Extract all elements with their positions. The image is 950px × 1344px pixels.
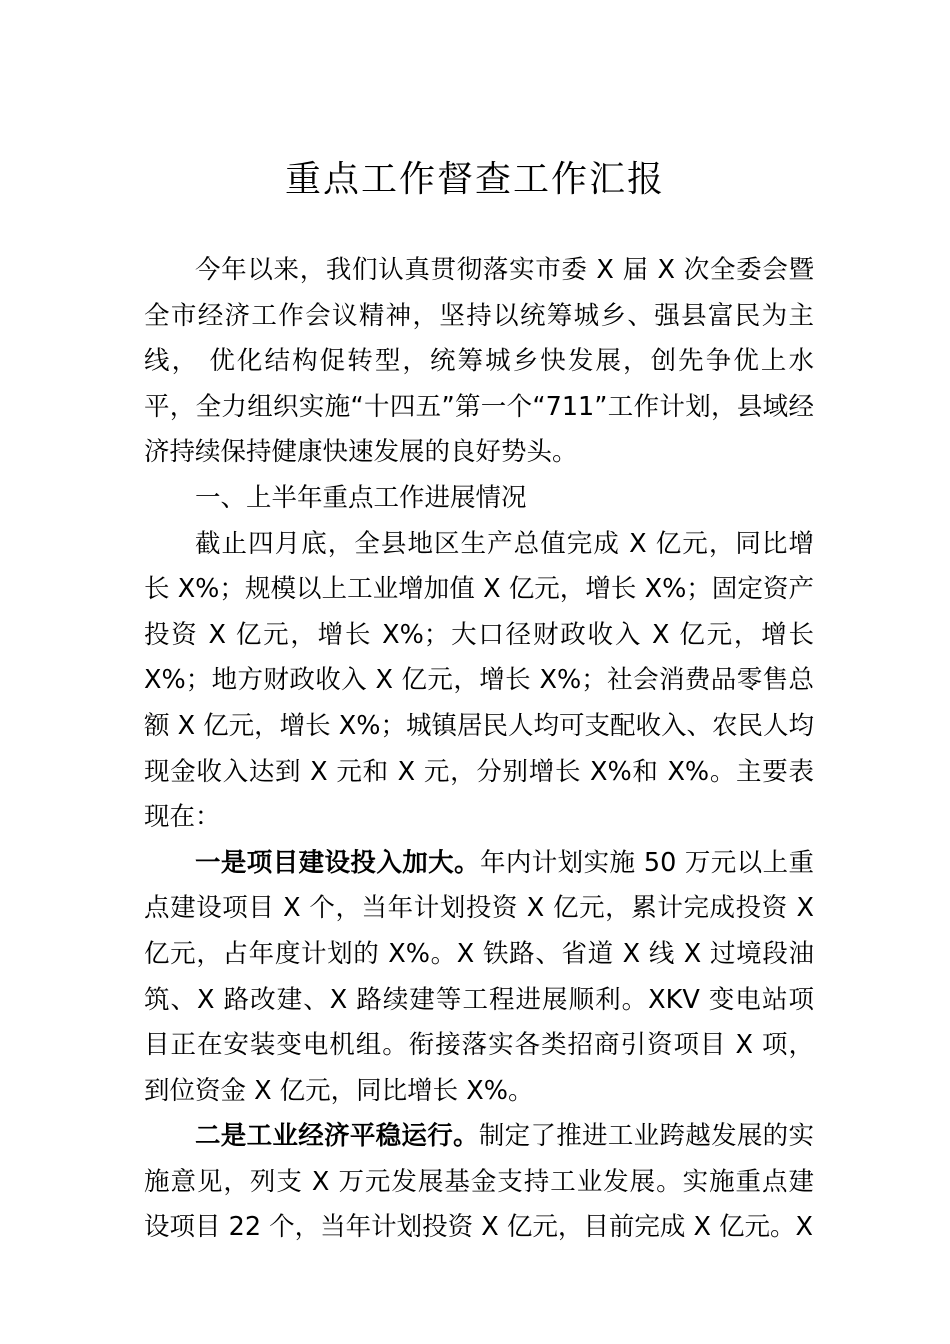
paragraph-body: 年内计划实施 50 万元以上重点建设项目 X 个，当年计划投资 X 亿元，累计完成投资 X 亿元，占年度计划的 X%。X 铁路、省道 X 线 X 过境段油筑、X 路改建、X 路续建等工程进展顺利。XKV 变电站项目正在安装变电机组。衔接落实各类招商引资项目 X 项，到位资金 X 亿元，同比增长 X%。	[144, 847, 814, 1106]
paragraph-lead: 二是工业经济平稳运行。	[195, 1121, 479, 1152]
section-heading: 一、上半年重点工作进展情况	[195, 482, 527, 513]
document-body	[144, 248, 814, 1251]
paragraph-body: 制定了推进工业跨越发展的实施意见，列支 X 万元发展基金支持工业发展。实施重点建设项目 22 个，当年计划投资 X 亿元，目前完成 X 亿元。X	[144, 1121, 814, 1243]
paragraph-summary: 截止四月底，全县地区生产总值完成 X 亿元，同比增长 X%；规模以上工业增加值 X 亿元，增长 X%；固定资产投资 X 亿元，增长 X%；大口径财政收入 X 亿元，增长 X%；地方财政收入 X 亿元，增长 X%；社会消费品零售总额 X 亿元，增长 X%；城镇居民人均可支配收入、农民人均现金收入达到 X 元和 X 元，分别增长 X%和 X%。主要表现在：	[144, 528, 814, 833]
paragraph-project-construction	[144, 841, 814, 1115]
paragraph-industrial-economy	[144, 1114, 814, 1251]
document-title: 重点工作督查工作汇报	[284, 159, 665, 200]
paragraph-lead: 一是项目建设投入加大。	[195, 847, 480, 878]
paragraph-intro: 今年以来，我们认真贯彻落实市委 X 届 X 次全委会暨全市经济工作会议精神，坚持以统筹城乡、强县富民为主线， 优化结构促转型，统筹城乡快发展，创先争优上水平，全力组织实施“十四五”第一个“711”工作计划，县域经济持续保持健康快速发展的良好势头。	[144, 255, 814, 468]
